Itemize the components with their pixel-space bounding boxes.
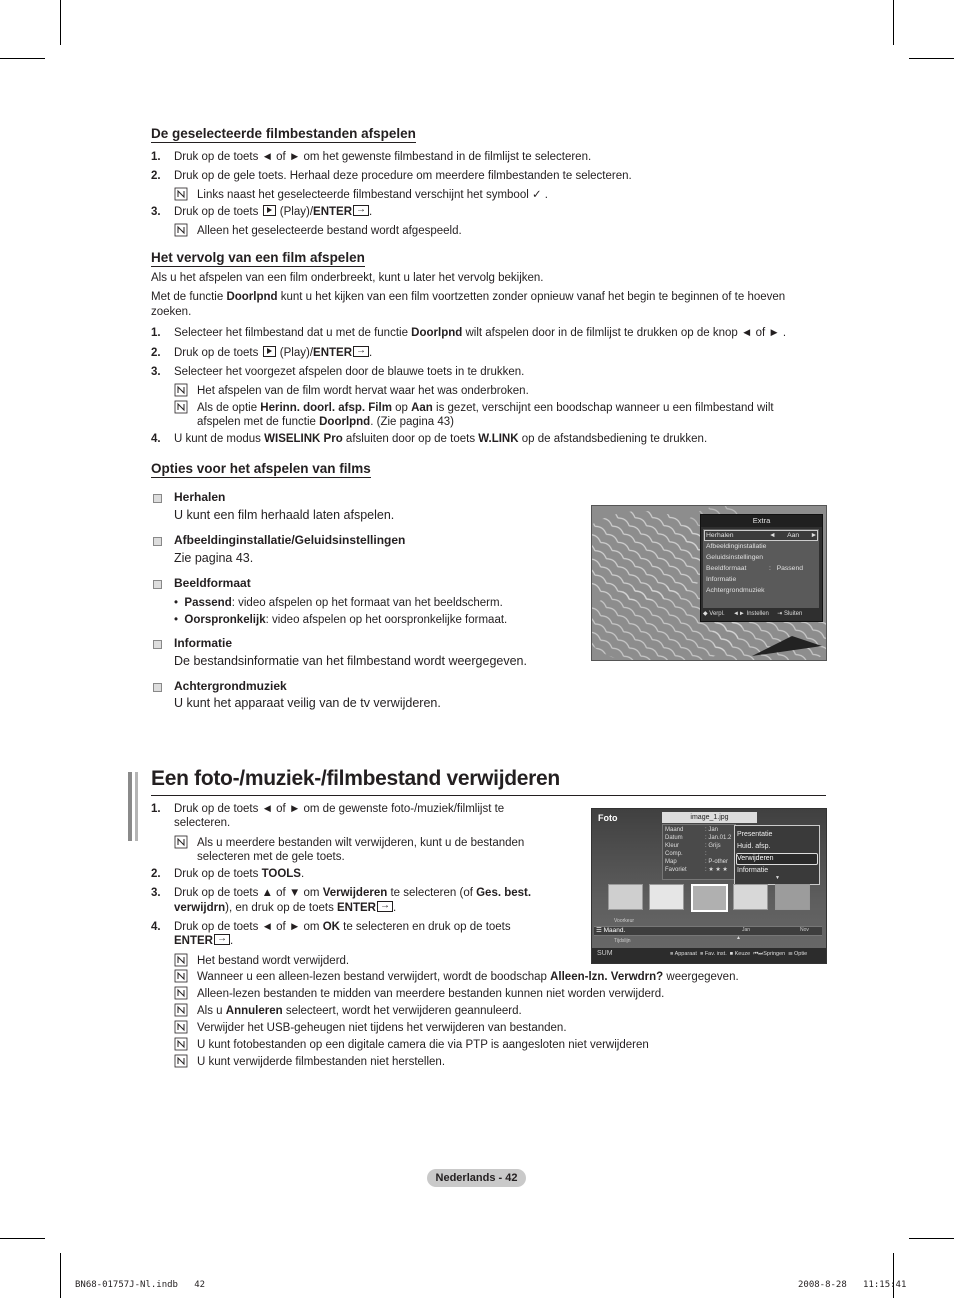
step-part: Druk op de toets ◄ of ► om [174,921,323,933]
note-text: U kunt verwijderde filmbestanden niet herstellen. [197,1056,446,1068]
heading-bar [135,772,138,841]
crop-mark [909,1238,954,1239]
note-part: Als de optie [197,402,261,414]
play-icon [263,205,276,216]
footer-close: Sluiten [783,611,803,617]
option-title: Herhalen [174,490,226,504]
step-bold: WISELINK Pro [264,433,343,445]
note-text: selecteren met de gele toets. [197,851,345,863]
step-number: 2. [151,170,161,182]
yellow-button-icon: ■ [729,951,734,957]
photo-thumbnail[interactable] [775,884,810,910]
step-bold: verwijdrn [174,902,226,914]
step-number: 3. [151,887,161,899]
enter-icon [353,205,369,216]
photo-thumbnail[interactable] [649,884,684,910]
note-part: Als u [197,1005,226,1017]
tools-icon: ☰ [788,951,793,957]
row-value: Aan [787,532,800,539]
row-label: Herhalen [706,532,734,539]
step-bold: OK [322,921,340,933]
step-part: U kunt de modus [174,433,265,445]
bottom-bar-buttons [670,951,807,958]
row-value: Passend [776,565,804,572]
tv-screenshot-extra-menu [591,505,827,661]
jump-button[interactable]: Springen [763,951,786,957]
red-button-icon: ■ [670,951,674,957]
step-text-mid: (Play)/ [279,206,314,218]
page-number-badge: Nederlands - 42 [427,1169,526,1187]
paragraph-part: kunt u het kijken van een film voortzetten zonder opnieuw vanaf het begin te beginnen of te hoeven [277,291,786,303]
step-text [174,205,824,220]
note-icon [174,986,188,1000]
bullet-square [153,580,162,589]
menu-row[interactable]: Afbeeldinginstallatie [706,543,767,550]
enter-icon [377,901,393,912]
note-bold: Alleen-lzn. Verwdrn? [550,971,664,983]
timeline-end: Nov [800,927,809,933]
step-part: . [300,868,305,880]
note-icon [174,1054,188,1068]
sort-current[interactable]: ☰ Maand. [596,927,626,934]
option-title: Achtergrondmuziek [174,679,287,693]
note-bold: Annuleren [225,1005,283,1017]
position-marker-icon: ▲ [736,935,741,941]
info-value: : P-other [705,859,729,865]
info-value: : Jan [705,827,719,833]
note-part: is gezet, verschijnt een boodschap wanneer u een filmbestand wilt [432,402,774,414]
footer-move: Verpl. [709,611,725,617]
leftright-icon: ◄► [732,611,745,617]
bullet-square [153,640,162,649]
enter-label: ENTER [174,935,213,947]
step-part: Druk op de toets [174,868,262,880]
enter-icon [353,346,369,357]
print-footer-left: BN68-01757J-Nl.indb 42 [75,1280,206,1290]
step-part: Druk op de toets [174,347,259,359]
note-part: weergegeven. [663,971,739,983]
note-text: Het afspelen van de film wordt hervat waar het was onderbroken. [197,385,529,397]
sort-label: Voorkeur [614,918,635,924]
enter-icon [214,934,230,945]
paragraph: zoeken. [151,306,192,318]
sort-mode: Maand. [603,927,626,934]
print-footer-right: 2008-8-28 11:15:41 [798,1280,907,1290]
crop-mark [0,1238,45,1239]
menu-row-value: ◄ Aan ► [769,532,818,539]
step-text-post: . [369,206,373,218]
section-heading-resume: Het vervolg van een film afspelen [151,250,365,265]
info-value: : [705,851,707,857]
crop-mark [60,1253,61,1298]
menu-row[interactable]: Informatie [706,576,737,583]
step-part: te selecteren en druk op de toets [339,921,511,933]
note-text: Het bestand wordt verwijderd. [197,955,350,967]
bullet-text: : video afspelen op het oorspronkelijke formaat. [265,614,508,626]
step-text [174,920,574,935]
play-icon [263,346,276,357]
tools-item-selected[interactable]: Verwijderen [737,855,774,862]
step-number: 2. [151,868,161,880]
step-number: 2. [151,347,161,359]
step-bold: Verwijderen [322,887,388,899]
paragraph: Als u het afspelen van een film onderbreekt, kunt u later het vervolg bekijken. [151,272,544,284]
note-text: Links naast het geselecteerde filmbestand verschijnt het symbool ✓ . [197,189,548,201]
fav-button[interactable]: Fav. inst. [704,951,727,957]
menu-row[interactable]: Beeldformaat [706,565,747,572]
note-part: op [391,402,412,414]
info-key: Maand [665,827,684,833]
step-text [174,886,574,901]
section-heading-options: Opties voor het afspelen van films [151,461,371,476]
info-key: Map [665,859,677,865]
info-key: Kleur [665,843,680,849]
extra-menu-footer [703,609,819,619]
option-button[interactable]: Optie [793,951,808,957]
step-text: selecteren. [174,817,231,829]
menu-row-herhalen[interactable] [706,531,734,540]
timeline-bar [594,926,822,936]
crop-mark [0,58,45,59]
row-sep: : [769,565,771,572]
extra-menu-list [703,529,819,608]
photo-thumbnail[interactable] [733,884,768,910]
step-bold: Doorlpnd [411,327,463,339]
step-text: verwijdrn), en druk op de toets ENTER→ . [174,901,574,916]
footer-set: Instellen [746,611,769,617]
step-number: 4. [151,921,161,933]
tools-item[interactable]: Presentatie [737,831,773,838]
step-text: Selecteer het voorgezet afspelen door de blauwe toets in te drukken. [174,366,525,378]
note-bold: Herinn. doorl. afsp. Film [260,402,392,414]
heading-rule [151,795,826,796]
select-button[interactable]: Keuze [734,951,751,957]
option-desc: U kunt een film herhaald laten afspelen. [174,508,395,522]
info-key: Datum [665,835,683,841]
info-keys [665,826,687,874]
info-panel [662,824,736,880]
crop-mark [893,1253,894,1298]
step-text: ENTER→ . [174,934,574,949]
menu-row[interactable]: Geluidsinstellingen [706,554,764,561]
note-text: U kunt fotobestanden op een digitale camera die via PTP is aangesloten niet verwijderen [197,1039,649,1051]
crop-mark [893,0,894,45]
note-icon [174,1037,188,1051]
info-value: : Grijs [705,843,721,849]
skip-icon: ⏮⏭ [753,951,764,957]
foto-title: Foto [598,813,618,823]
note-part: selecteert, wordt het verwijderen geannuleerd. [282,1005,522,1017]
device-button[interactable]: Apparaat [674,951,697,957]
option-desc: U kunt het apparaat veilig van de tv verwijderen. [174,696,441,710]
note-icon [174,400,188,414]
crop-mark [909,58,954,59]
step-number: 1. [151,151,161,163]
step-part: Selecteer het filmbestand dat u met de functie [174,327,412,339]
step-text: Druk op de toets ◄ of ► om het gewenste filmbestand in de filmlijst te selecteren. [174,151,592,163]
step-bold: TOOLS [261,868,301,880]
step-part: op de afstandsbediening te drukken. [518,433,708,445]
filename-label: image_1.jpg [662,812,757,823]
step-number: 1. [151,327,161,339]
step-number: 4. [151,433,161,445]
step-part: afsluiten door op de toets [342,433,479,445]
sort-label: Tijdslijn [614,938,631,944]
step-text: Druk op de toets (Play)/ENTER→ . [174,346,824,361]
paragraph-bold: Doorlpnd [226,291,278,303]
info-value: : Jan.01.2 [705,835,732,841]
tools-item[interactable]: Informatie [737,867,769,874]
step-text [174,432,824,447]
step-text-pre: Druk op de toets [174,206,259,218]
option-title: Beeldformaat [174,576,251,590]
step-number: 1. [151,803,161,815]
bullet-square [153,683,162,692]
return-icon: ⇥ [777,611,783,617]
option-desc: De bestandsinformatie van het filmbestand wordt weergegeven. [174,654,527,668]
section-heading-play-selected: De geselecteerde filmbestanden afspelen [151,126,416,141]
note-text [197,1004,817,1019]
extra-menu [700,514,823,622]
step-number: 3. [151,366,161,378]
note-part: Wanneer u een alleen-lezen bestand verwijdert, wordt de boodschap [197,971,551,983]
note-part: . (Zie pagina 43) [370,416,454,428]
note-text [197,415,817,430]
enter-label: ENTER [313,347,353,359]
photo-thumbnail-selected[interactable] [691,884,728,912]
paragraph-part: Met de functie [151,291,227,303]
tv-screenshot-foto-menu [591,808,827,964]
page-title: Een foto-/muziek-/filmbestand verwijderen [151,767,560,790]
sum-label: SUM [597,950,613,957]
move-icon: ◆ [703,611,708,617]
step-bold: W.LINK [478,433,519,445]
note-icon [174,835,188,849]
option-desc: Zie pagina 43. [174,551,254,565]
step-number: 3. [151,206,161,218]
step-text [174,867,574,882]
note-text [197,970,817,985]
bullet-bold: Passend [184,597,232,609]
note-icon [174,223,188,237]
bullet-square [153,537,162,546]
info-key: Favoriet [665,867,687,873]
option-title: Afbeeldinginstallatie/Geluidsinstellingen [174,533,406,547]
menu-row-value [769,564,803,573]
note-text: Verwijder het USB-geheugen niet tijdens het verwijderen van bestanden. [197,1022,567,1034]
step-part: te selecteren (of [387,887,477,899]
tools-item[interactable]: Huid. afsp. [737,843,771,850]
step-text: Druk op de toets ◄ of ► om de gewenste foto-/muziek/filmlijst te [174,803,505,815]
info-value: : ★ ★ ★ [705,867,728,873]
note-text [197,401,817,416]
note-part: afspelen met de functie [197,416,320,428]
note-icon [174,1003,188,1017]
step-part: ), en druk op de toets [225,902,338,914]
note-text: Alleen het geselecteerde bestand wordt afgespeeld. [197,225,462,237]
step-part: wilt afspelen door in de filmlijst te drukken op de knop ◄ of ► . [462,327,787,339]
step-part: Druk op de toets ▲ of ▼ om [174,887,323,899]
step-part: (Play)/ [279,347,314,359]
paragraph [151,290,831,305]
menu-row[interactable]: Achtergrondmuziek [706,587,765,594]
note-bold: Aan [411,402,433,414]
note-icon [174,383,188,397]
tools-menu [734,825,820,885]
bullet-text: : video afspelen op het formaat van het beeldscherm. [231,597,503,609]
bullet-square [153,494,162,503]
note-text: Alleen-lezen bestanden te midden van meerdere bestanden kunnen niet worden verwijderd. [197,988,665,1000]
step-text: Druk op de gele toets. Herhaal deze procedure om meerdere filmbestanden te selecteren. [174,170,632,182]
bullet-item: • Passend: video afspelen op het formaat van het beeldscherm. [174,597,503,609]
note-bold: Doorlpnd [319,416,371,428]
info-key: Comp. [665,851,683,857]
green-button-icon: ■ [699,951,704,957]
crop-mark [60,0,61,45]
note-icon [174,1020,188,1034]
note-icon [174,187,188,201]
note-text: Als u meerdere bestanden wilt verwijderen, kunt u de bestanden [197,837,525,849]
step-text [174,326,824,341]
option-title: Informatie [174,636,233,650]
note-icon [174,969,188,983]
bullet-bold: Oorspronkelijk [184,614,266,626]
photo-thumbnail[interactable] [608,884,643,910]
extra-menu-title: Extra [701,515,822,527]
timeline-start: Jan [742,927,751,933]
chevron-down-icon: ▼ [775,875,780,881]
step-bold: Ges. best. [476,887,532,899]
enter-label: ENTER [313,206,353,218]
enter-label: ENTER [337,902,376,914]
note-icon [174,953,188,967]
heading-bar [128,772,132,841]
info-values [705,826,731,874]
bullet-item: • Oorspronkelijk: video afspelen op het oorspronkelijke formaat. [174,614,508,626]
